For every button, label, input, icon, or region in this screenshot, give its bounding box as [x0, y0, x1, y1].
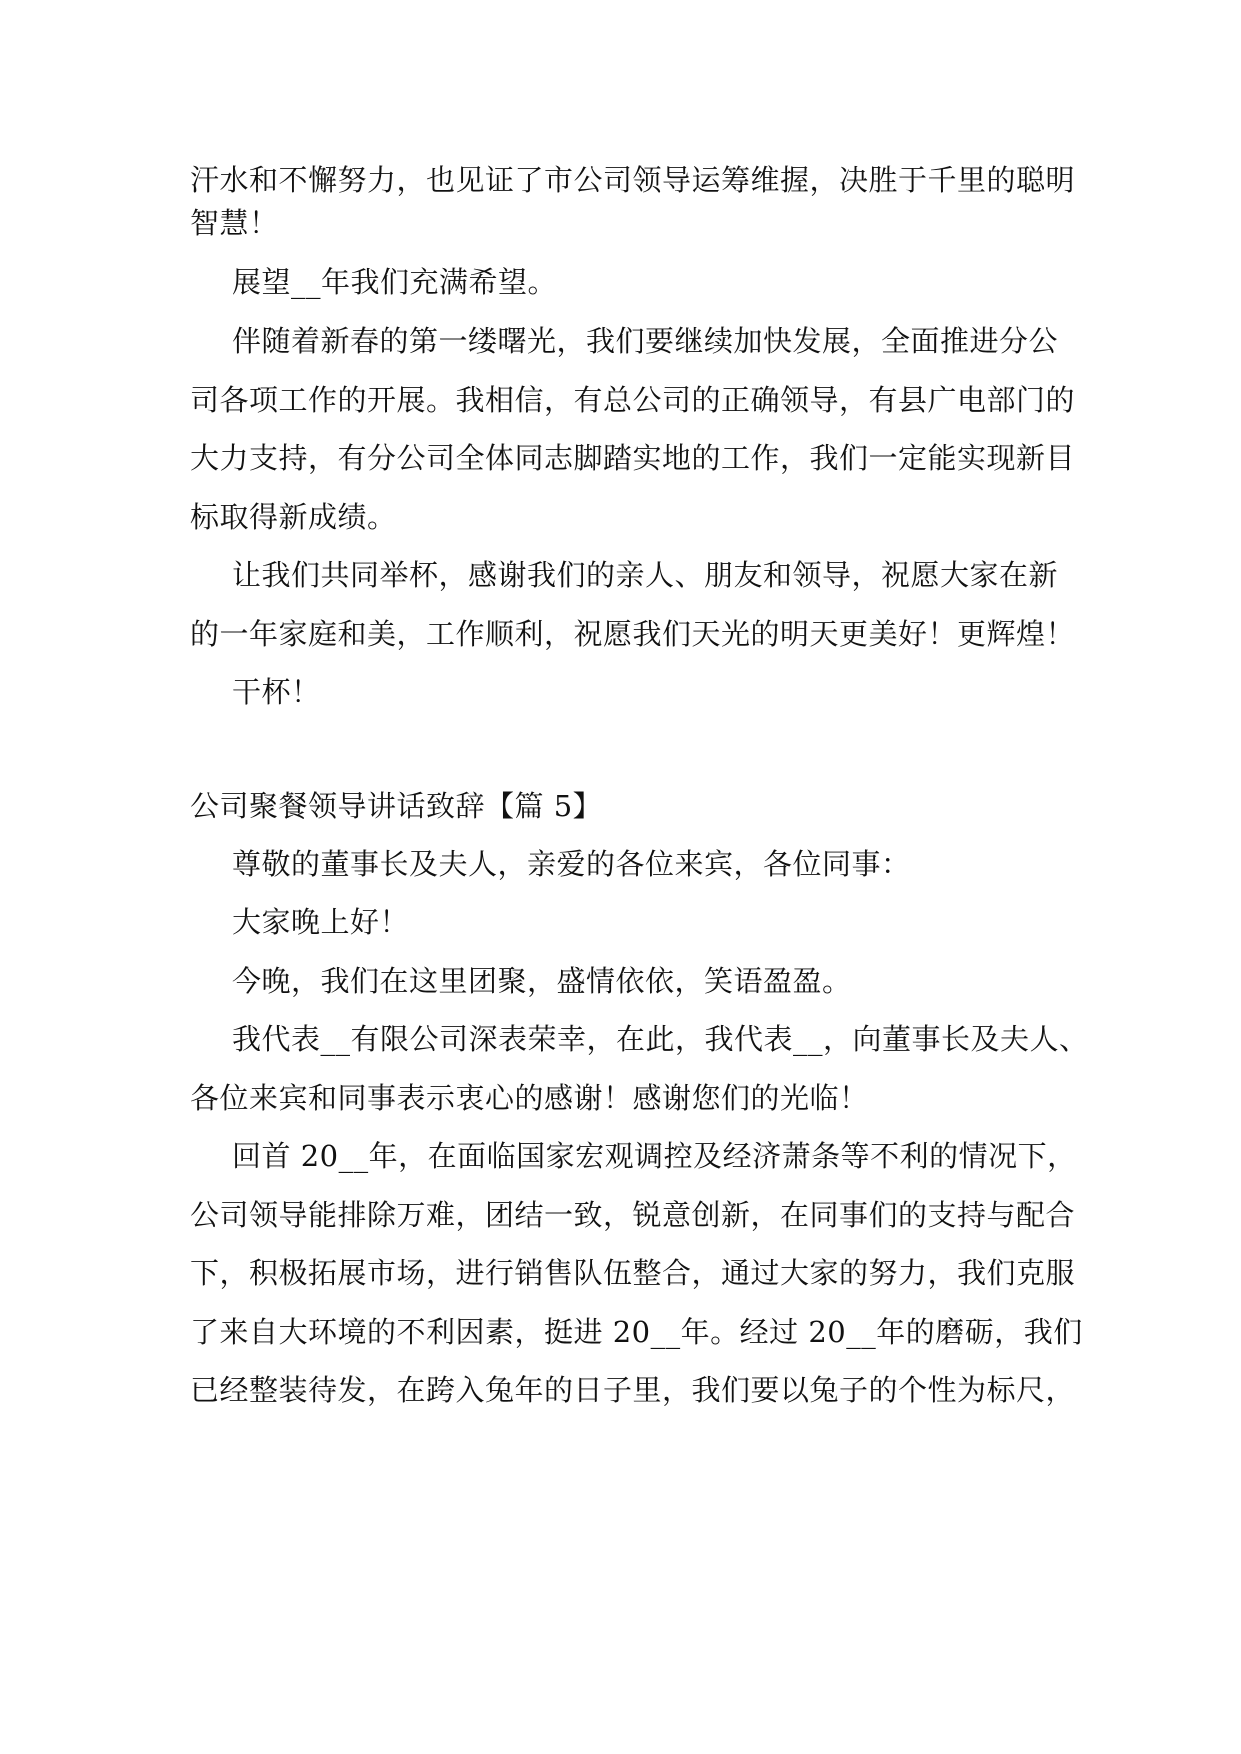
text-line: 我代表__有限公司深表荣幸，在此，我代表__，向董事长及夫人、: [232, 1022, 1089, 1056]
text-line: 展望__年我们充满希望。: [232, 265, 558, 299]
text-line: 智慧！: [190, 206, 279, 240]
text-line: 大家晚上好！: [232, 905, 410, 939]
text-line: 今晚，我们在这里团聚，盛情依依，笑语盈盈。: [232, 964, 852, 998]
text-line: 尊敬的董事长及夫人，亲爱的各位来宾，各位同事：: [232, 847, 911, 881]
text-line: 司各项工作的开展。我相信，有总公司的正确领导，有县广电部门的: [190, 383, 1076, 417]
text-line: 已经整装待发，在跨入兔年的日子里，我们要以兔子的个性为标尺，: [190, 1373, 1076, 1407]
text-line: 回首 20__年，在面临国家宏观调控及经济萧条等不利的情况下，: [232, 1139, 1077, 1173]
text-line: 让我们共同举杯，感谢我们的亲人、朋友和领导，祝愿大家在新: [232, 558, 1059, 592]
text-line: 大力支持，有分公司全体同志脚踏实地的工作，我们一定能实现新目: [190, 441, 1076, 475]
text-line: 的一年家庭和美，工作顺利，祝愿我们天光的明天更美好！更辉煌！: [190, 617, 1076, 651]
text-line: 伴随着新春的第一缕曙光，我们要继续加快发展，全面推进分公: [232, 324, 1059, 358]
text-line: 下，积极拓展市场，进行销售队伍整合，通过大家的努力，我们克服: [190, 1256, 1076, 1290]
text-line: 公司领导能排除万难，团结一致，锐意创新，在同事们的支持与配合: [190, 1198, 1076, 1232]
text-line: 汗水和不懈努力，也见证了市公司领导运筹维握，决胜于千里的聪明: [190, 163, 1076, 197]
text-line: 各位来宾和同事表示衷心的感谢！感谢您们的光临！: [190, 1081, 869, 1115]
text-line: 标取得新成绩。: [190, 500, 397, 534]
text-line: 干杯！: [232, 675, 321, 709]
text-line: 了来自大环境的不利因素，挺进 20__年。经过 20__年的磨砺，我们: [190, 1315, 1083, 1349]
section-heading: 公司聚餐领导讲话致辞【篇 5】: [190, 789, 603, 823]
